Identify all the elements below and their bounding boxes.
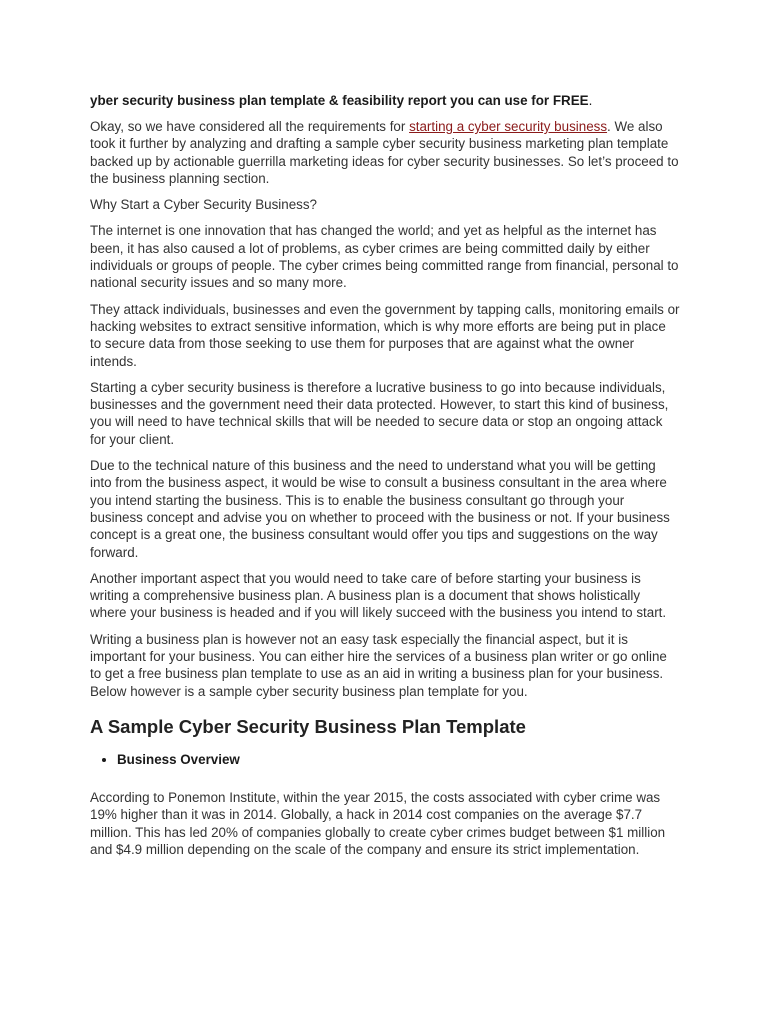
overview-paragraph: According to Ponemon Institute, within the year 2015, the costs associated with cyber crime was 19% higher than it was in 2014. Globally, a hack in 2014 cost companies on the average $7.7 million. This has led 20% of companies globally to create cyber crimes budget between $1 million and $4.9 million depending on the scale of the company and ensure its strict implementation. [90,789,666,857]
starting-cyber-security-business-link[interactable]: starting a cyber security business [409,119,608,134]
body-paragraph-lucrative: Starting a cyber security business is therefore a lucrative business to go into because individuals, businesses and the government need their data protected. However, to start this kind of business, you will need to have technical skills that will be needed to secure data or stop an ongoing attack for your client. [90,379,669,447]
intro-paragraph [90,118,680,187]
intro-paragraph-lead: Okay, so we have considered all the requirements for [90,119,410,134]
body-paragraph-writing-plan: Writing a business plan is however not an easy task especially the financial aspect, but it is important for your business. You can either hire the services of a business plan writer or go online to get a free business plan template to use as an aid in writing a business plan for your business. Below however is a sample cyber security business plan template for you. [90,631,667,699]
intro-paragraph-rest: . We also took it further by analyzing and drafting a sample cyber security business marketing plan template backed up by actionable guerrilla marketing ideas for cyber security businesses. So let’s proceed to the business planning section. [90,119,679,186]
section-title: A Sample Cyber Security Business Plan Template [90,715,526,737]
intro-heading [90,92,680,110]
intro-heading-period: . [588,93,593,108]
body-paragraph-business-plan: Another important aspect that you would need to take care of before starting your business is writing a comprehensive business plan. A business plan is a document that shows holistically where your business is headed and if you will likely succeed with the business you intend to start. [90,570,667,621]
body-paragraph-consultant: Due to the technical nature of this business and the need to understand what you will be getting into from the business aspect, it would be wise to consult a business consultant in the area where you intend starting the business. This is to enable the business consultant go through your business concept and advise you on whether to proceed with the business or not. If your business concept is a great one, the business consultant would offer you tips and suggestions on the way forward. [90,458,670,560]
why-start-subheading: Why Start a Cyber Security Business? [90,197,317,213]
section-bullet-list [90,751,680,769]
intro-heading-text: yber security business plan template & feasibility report you can use for FREE [90,93,589,108]
body-paragraph-attacks: They attack individuals, businesses and even the government by tapping calls, monitoring emails or hacking websites to extract sensitive information, which is why more efforts are being put in place to secure data from those seeking to use them for purposes that are against what the owner intends. [90,301,680,369]
body-paragraph-internet: The internet is one innovation that has changed the world; and yet as helpful as the internet has been, it has also caused a lot of problems, as cyber crimes are being committed daily by either individuals or groups of people. The cyber crimes being committed range from financial, personal to national security issues and so many more. [90,223,679,291]
bullet-business-overview: • Business Overview [117,751,680,769]
